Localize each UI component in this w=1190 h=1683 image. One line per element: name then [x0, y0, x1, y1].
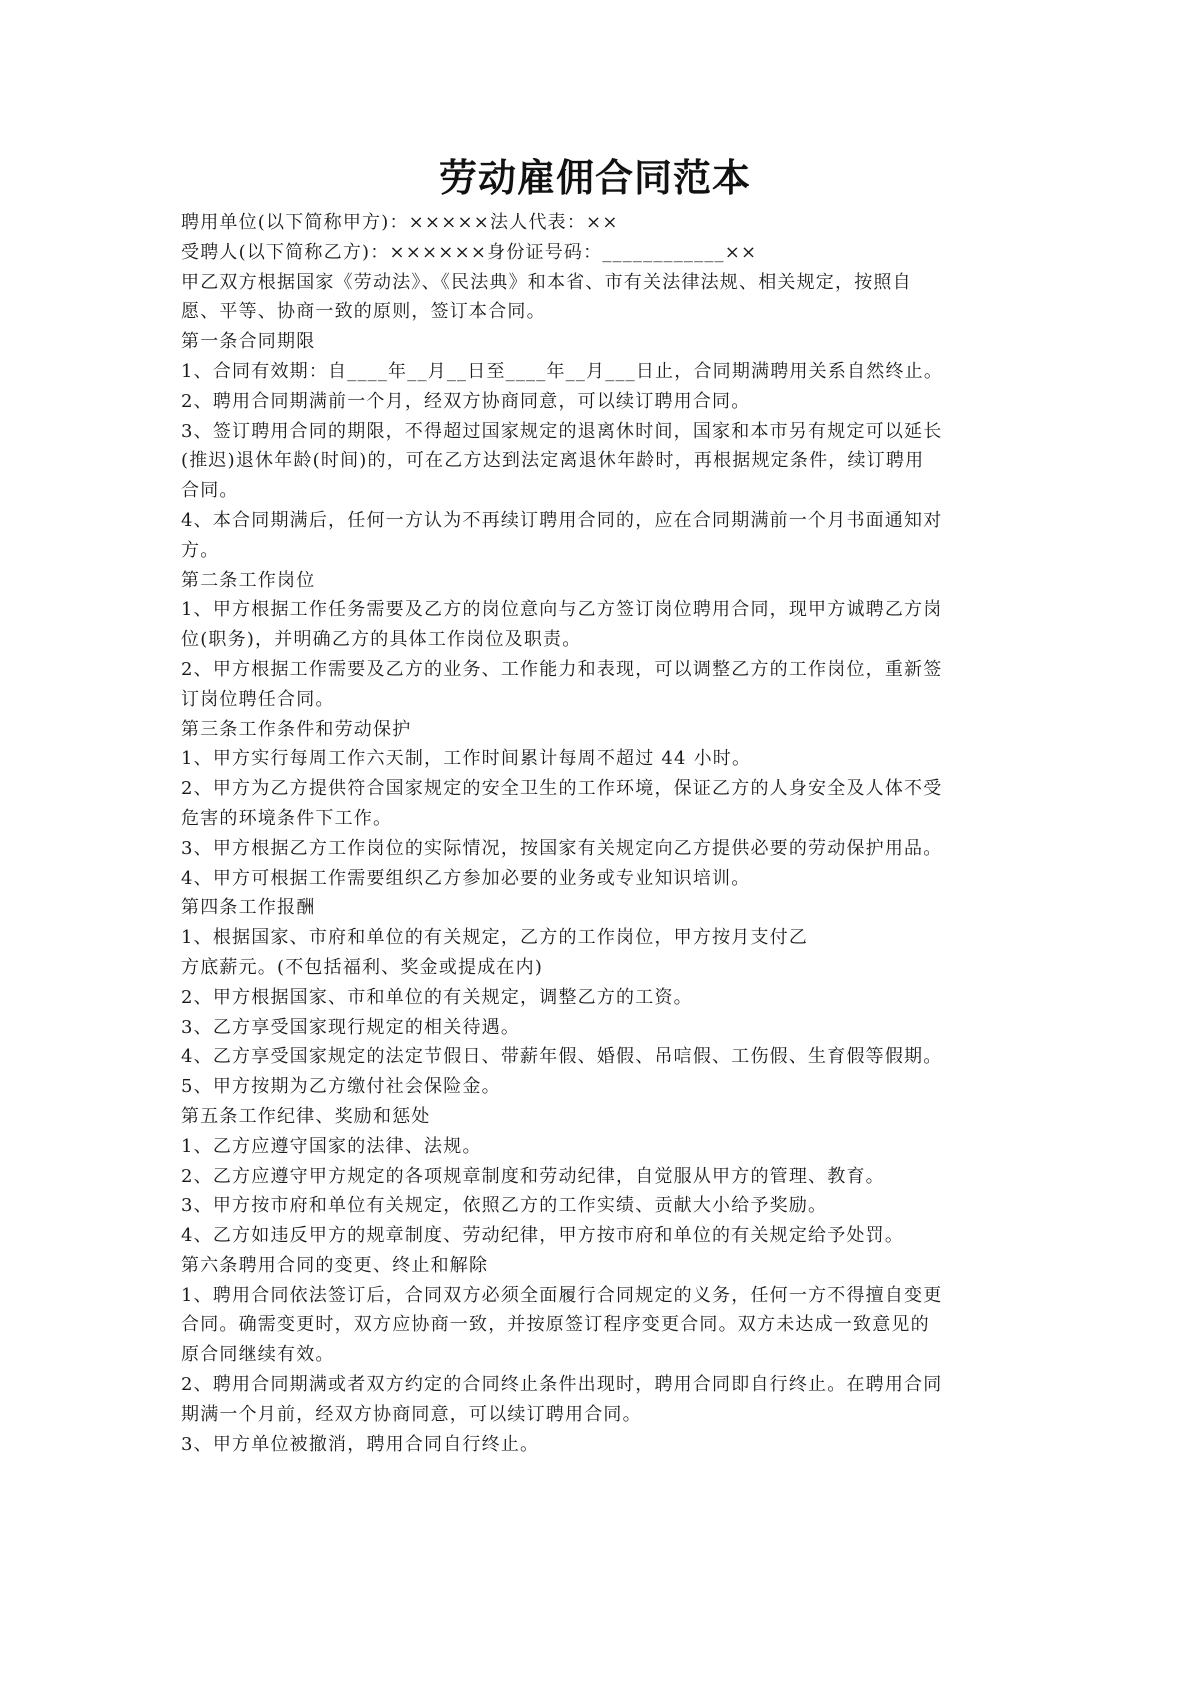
clause-line: 3、甲方根据乙方工作岗位的实际情况，按国家有关规定向乙方提供必要的劳动保护用品。 — [181, 837, 943, 859]
section-heading: 第五条工作纪律、奖励和惩处 — [181, 1105, 431, 1127]
clause-line: 2、聘用合同期满前一个月，经双方协商同意，可以续订聘用合同。 — [181, 390, 751, 412]
clause-line: 1、乙方应遵守国家的法律、法规。 — [181, 1135, 482, 1157]
section-heading: 第六条聘用合同的变更、终止和解除 — [181, 1254, 489, 1276]
document-body — [181, 208, 961, 1459]
clause-line: 3、乙方享受国家现行规定的相关待遇。 — [181, 1016, 521, 1038]
clause-line: 2、聘用合同期满或者双方约定的合同终止条件出现时，聘用合同即自行终止。在聘用合同 — [181, 1374, 943, 1396]
section-heading: 第二条工作岗位 — [181, 569, 316, 591]
clause-line: 2、乙方应遵守甲方规定的各项规章制度和劳动纪律，自觉服从甲方的管理、教育。 — [181, 1165, 885, 1187]
clause-line: 2、甲方根据国家、市和单位的有关规定，调整乙方的工资。 — [181, 986, 693, 1008]
party-a-line: 聘用单位(以下简称甲方)：×××××法人代表：×× — [181, 212, 619, 233]
clause-line: 期满一个月前，经双方协商同意，可以续订聘用合同。 — [181, 1403, 642, 1425]
clause-line: (推迟)退休年龄(时间)的，可在乙方达到法定离退休年龄时，再根据规定条件，续订聘用 — [181, 450, 925, 472]
clause-line: 订岗位聘任合同。 — [181, 688, 335, 710]
clause-line: 1、甲方根据工作任务需要及乙方的岗位意向与乙方签订岗位聘用合同，现甲方诚聘乙方岗 — [181, 599, 943, 621]
clause-line: 合同。 — [181, 480, 239, 502]
clause-line: 危害的环境条件下工作。 — [181, 807, 393, 829]
clause-line: 方。 — [181, 539, 220, 561]
section-heading: 第一条合同期限 — [181, 331, 316, 353]
clause-line: 4、甲方可根据工作需要组织乙方参加必要的业务或专业知识培训。 — [181, 867, 751, 889]
clause-line: 3、甲方按市府和单位有关规定，依照乙方的工作实绩、贡献大小给予奖励。 — [181, 1195, 828, 1217]
clause-line: 3、签订聘用合同的期限，不得超过国家规定的退离休时间，国家和本市另有规定可以延长 — [181, 420, 943, 442]
section-heading: 第四条工作报酬 — [181, 897, 316, 919]
clause-line: 方底薪元。(不包括福利、奖金或提成在内) — [181, 956, 544, 978]
clause-line: 1、甲方实行每周工作六天制，工作时间累计每周不超过 44 小时。 — [181, 748, 752, 770]
clause-line: 4、乙方享受国家规定的法定节假日、带薪年假、婚假、吊唁假、工伤假、生育假等假期。 — [181, 1046, 943, 1068]
party-b-line: 受聘人(以下简称乙方)：××××××身份证号码：____________×× — [181, 241, 758, 263]
clause-line: 1、聘用合同依法签订后，合同双方必须全面履行合同规定的义务，任何一方不得擅自变更 — [181, 1284, 943, 1306]
preamble-line: 愿、平等、协商一致的原则，签订本合同。 — [181, 301, 546, 323]
clause-line: 4、乙方如违反甲方的规章制度、劳动纪律，甲方按市府和单位的有关规定给予处罚。 — [181, 1225, 905, 1247]
document-title: 劳动雇佣合同范本 — [438, 155, 751, 200]
clause-line: 4、本合同期满后，任何一方认为不再续订聘用合同的，应在合同期满前一个月书面通知对 — [181, 509, 943, 531]
preamble-line: 甲乙双方根据国家《劳动法》、《民法典》和本省、市有关法律法规、相关规定，按照自 — [181, 271, 912, 293]
clause-line: 位(职务)，并明确乙方的具体工作岗位及职责。 — [181, 629, 582, 651]
clause-line: 2、甲方为乙方提供符合国家规定的安全卫生的工作环境，保证乙方的人身安全及人体不受 — [181, 778, 943, 800]
clause-line: 1、根据国家、市府和单位的有关规定，乙方的工作岗位，甲方按月支付乙 — [181, 927, 809, 949]
clause-line: 原合同继续有效。 — [181, 1344, 335, 1366]
clause-line: 2、甲方根据工作需要及乙方的业务、工作能力和表现，可以调整乙方的工作岗位，重新签 — [181, 658, 943, 680]
section-heading: 第三条工作条件和劳动保护 — [181, 718, 412, 740]
clause-line: 3、甲方单位被撤消，聘用合同自行终止。 — [181, 1433, 540, 1455]
clause-line: 5、甲方按期为乙方缴付社会保险金。 — [181, 1076, 501, 1098]
clause-line: 合同。确需变更时，双方应协商一致，并按原签订程序变更合同。双方未达成一致意见的 — [181, 1314, 930, 1336]
clause-line: 1、合同有效期：自____年__月__日至____年__月___日止，合同期满聘用关系自然终止。 — [181, 360, 944, 382]
